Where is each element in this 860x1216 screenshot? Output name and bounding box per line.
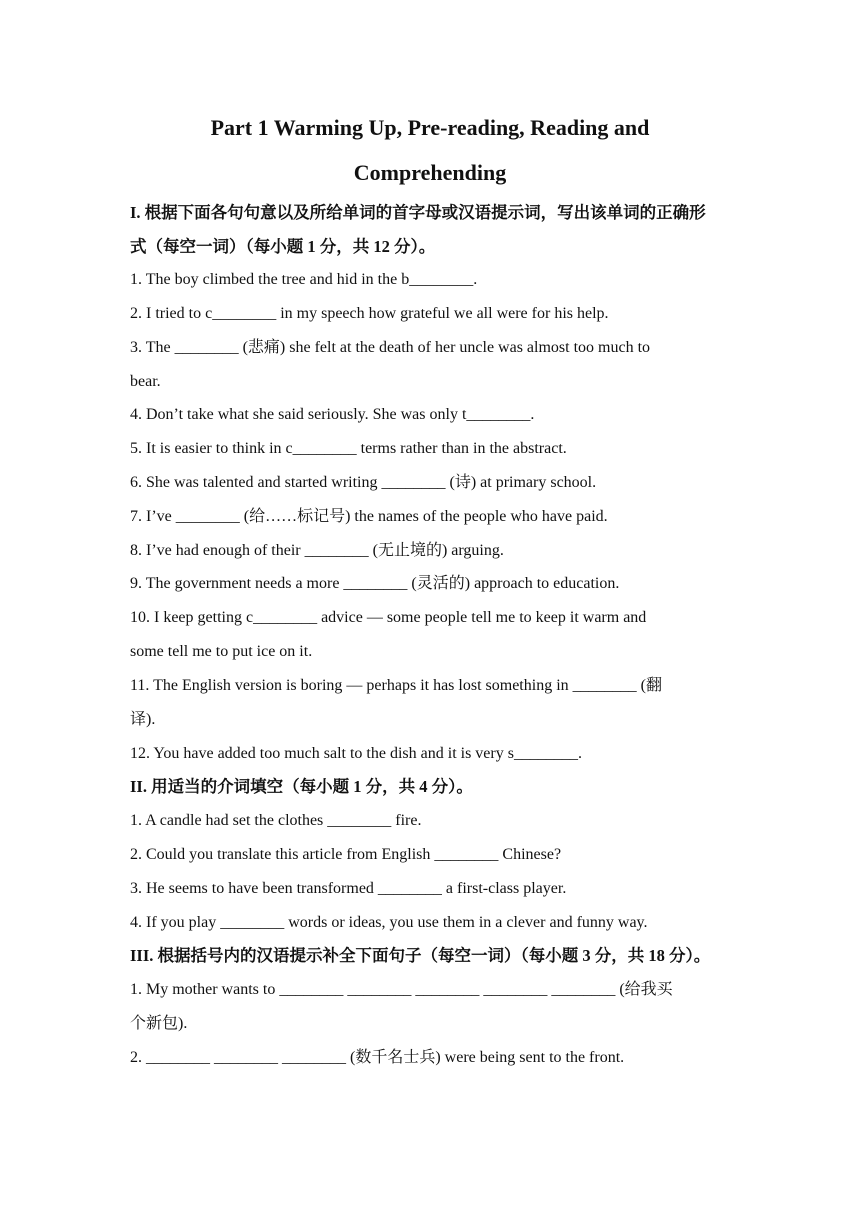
- section-1-question-5: 5. It is easier to think in c________ terms rather than in the abstract.: [130, 440, 567, 457]
- page-title-line-1: Part 1 Warming Up, Pre-reading, Reading and: [210, 115, 650, 140]
- section-1-question-1: 1. The boy climbed the tree and hid in the b________.: [130, 271, 478, 288]
- section-3-question-1-line-1: 1. My mother wants to ________ ________ ________ ________ ________ (给我买: [130, 981, 673, 998]
- section-2-heading: II. 用适当的介词填空（每小题 1 分，共 4 分）。: [130, 777, 473, 796]
- section-2-question-4: 4. If you play ________ words or ideas, you use them in a clever and funny way.: [130, 914, 648, 931]
- section-1-question-8: 8. I’ve had enough of their ________ (无止境的) arguing.: [130, 542, 504, 559]
- section-1-question-2: 2. I tried to c________ in my speech how grateful we all were for his help.: [130, 305, 609, 322]
- section-2-question-2: 2. Could you translate this article from English ________ Chinese?: [130, 846, 562, 863]
- section-1-question-4: 4. Don’t take what she said seriously. She was only t________.: [130, 406, 535, 423]
- section-3-heading: III. 根据括号内的汉语提示补全下面句子（每空一词）（每小题 3 分，共 18 分）。: [130, 946, 711, 965]
- page-title-line-2: Comprehending: [353, 160, 507, 185]
- section-3-question-2: 2. ________ ________ ________ (数千名士兵) were being sent to the front.: [130, 1049, 625, 1066]
- section-1-question-3-line-1: 3. The ________ (悲痛) she felt at the death of her uncle was almost too much to: [130, 339, 651, 356]
- section-1-question-11-line-1: 11. The English version is boring — perhaps it has lost something in ________ (翻: [130, 677, 662, 694]
- section-1-heading-line-2: 式（每空一词）（每小题 1 分，共 12 分）。: [130, 237, 436, 256]
- section-1-question-6: 6. She was talented and started writing ________ (诗) at primary school.: [130, 474, 597, 491]
- section-2-question-3: 3. He seems to have been transformed ________ a first-class player.: [130, 880, 567, 897]
- section-1-question-7: 7. I’ve ________ (给……标记号) the names of the people who have paid.: [130, 508, 608, 525]
- section-1-question-11-line-2: 译).: [130, 711, 156, 728]
- section-1-question-12: 12. You have added too much salt to the dish and it is very s________.: [130, 745, 582, 762]
- section-3-question-1-line-2: 个新包).: [130, 1015, 188, 1032]
- section-1-question-10-line-2: some tell me to put ice on it.: [130, 643, 313, 660]
- section-1-question-3-line-2: bear.: [130, 373, 161, 390]
- section-1-question-10-line-1: 10. I keep getting c________ advice — some people tell me to keep it warm and: [130, 609, 647, 626]
- section-1-heading-line-1: I. 根据下面各句句意以及所给单词的首字母或汉语提示词，写出该单词的正确形: [130, 203, 706, 222]
- section-1-question-9: 9. The government needs a more ________ (灵活的) approach to education.: [130, 575, 620, 592]
- section-2-question-1: 1. A candle had set the clothes ________ fire.: [130, 812, 422, 829]
